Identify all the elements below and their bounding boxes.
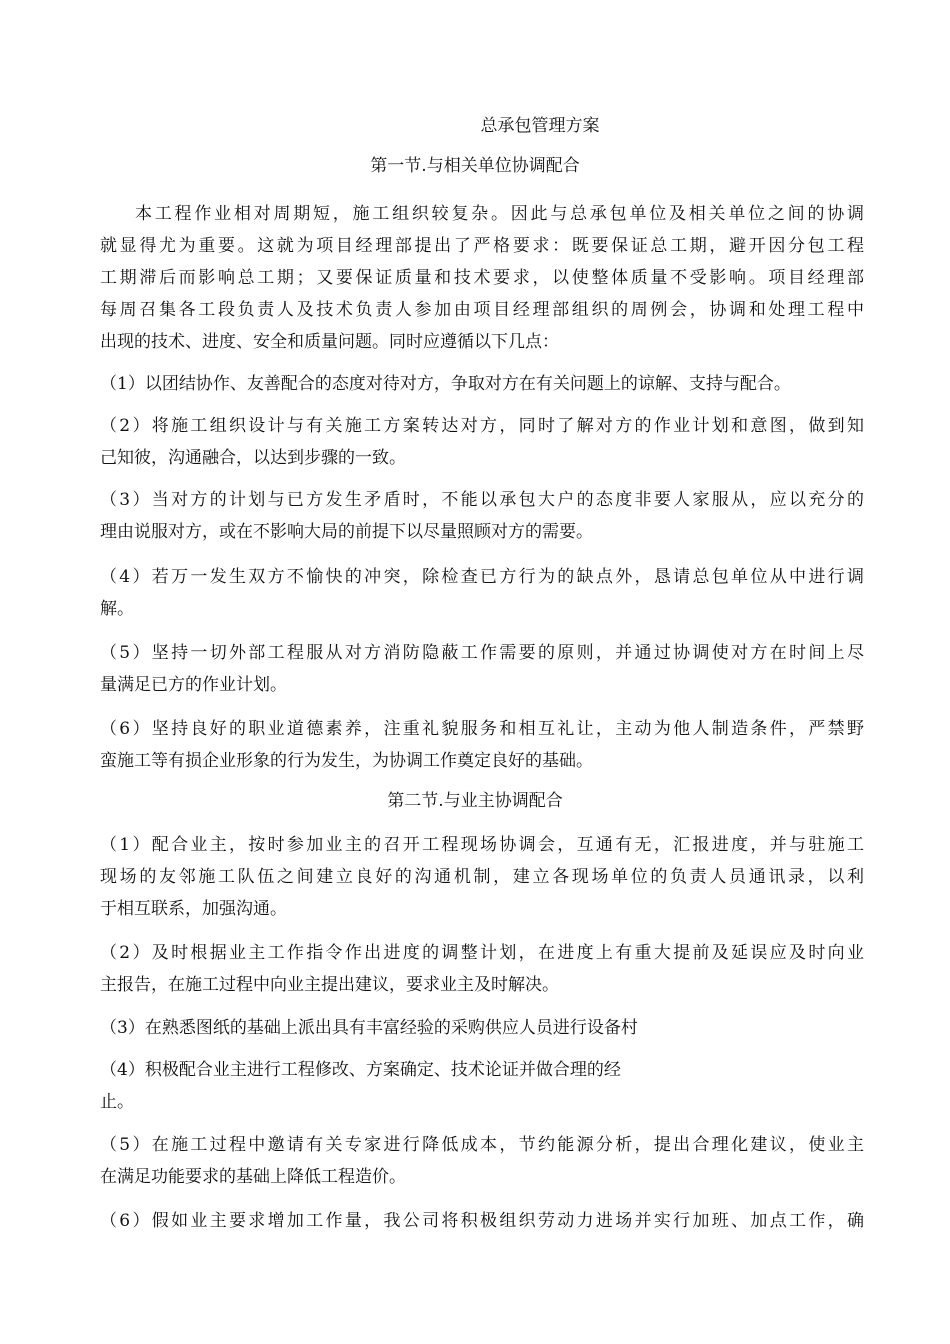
section1-item-6 <box>100 713 864 777</box>
item-line: 己知彼，沟通融合，以达到步骤的一致。 <box>100 448 406 468</box>
paragraph-line: 工期滞后而影响总工期；又要保证质量和技术要求，以使整体质量不受影响。项目经理部 <box>100 268 864 288</box>
paragraph-line: 出现的技术、进度、安全和质量问题。同时应遵循以下几点： <box>100 332 559 352</box>
item-line: （5）坚持一切外部工程服从对方消防隐蔽工作需要的原则，并通过协调使对方在时间上尽 <box>100 643 864 663</box>
paragraph-line: 本工程作业相对周期短，施工组织较复杂。因此与总承包单位及相关单位之间的协调 <box>135 204 864 224</box>
section2-item-1 <box>100 829 864 925</box>
section1-item-5 <box>100 637 864 701</box>
section1-item-2 <box>100 410 864 474</box>
section-heading-2: 第二节.与业主协调配合 <box>387 791 563 811</box>
section2-item-5 <box>100 1129 864 1193</box>
item-line: 理由说服对方，或在不影响大局的前提下以尽量照顾对方的需要。 <box>100 522 593 542</box>
item-line: 止。 <box>100 1092 134 1112</box>
item-line: 量满足已方的作业计划。 <box>100 675 287 695</box>
item-line: （1）配合业主，按时参加业主的召开工程现场协调会，互通有无，汇报进度，并与驻施工 <box>100 835 864 855</box>
item-line: 解。 <box>100 599 134 619</box>
section1-item-4 <box>100 561 864 625</box>
paragraph-line: 就显得尤为重要。这就为项目经理部提出了严格要求：既要保证总工期，避开因分包工程 <box>100 236 864 256</box>
section2-item-2 <box>100 937 864 1001</box>
section2-item-6 <box>100 1205 864 1237</box>
item-line: （5）在施工过程中邀请有关专家进行降低成本，节约能源分析，提出合理化建议，使业主 <box>100 1135 864 1155</box>
item-line: 主报告，在施工过程中向业主提出建议，要求业主及时解决。 <box>100 975 559 995</box>
item-line: （3）在熟悉图纸的基础上派出具有丰富经验的采购供应人员进行设备村 <box>100 1018 638 1038</box>
item-line: 蛮施工等有损企业形象的行为发生，为协调工作奠定良好的基础。 <box>100 751 593 771</box>
item-line: 于相互联系，加强沟通。 <box>100 899 287 919</box>
item-line: （6）假如业主要求增加工作量，我公司将积极组织劳动力进场并实行加班、加点工作，确 <box>100 1211 864 1231</box>
item-line: （4）积极配合业主进行工程修改、方案确定、技术论证并做合理的经 <box>100 1060 621 1080</box>
section2-item-4 <box>100 1054 864 1118</box>
item-line: （2）及时根据业主工作指令作出进度的调整计划，在进度上有重大提前及延误应及时向业 <box>100 943 864 963</box>
paragraph-line: 每周召集各工段负责人及技术负责人参加由项目经理部组织的周例会，协调和处理工程中 <box>100 300 864 320</box>
document-title: 总承包管理方案 <box>480 116 600 136</box>
section1-item-1 <box>100 368 864 400</box>
item-line: 现场的友邻施工队伍之间建立良好的沟通机制，建立各现场单位的负责人员通讯录，以利 <box>100 867 864 887</box>
item-line: 在满足功能要求的基础上降低工程造价。 <box>100 1167 406 1187</box>
item-line: （2）将施工组织设计与有关施工方案转达对方，同时了解对方的作业计划和意图，做到知 <box>100 416 864 436</box>
section1-intro-paragraph <box>100 198 864 358</box>
section-heading-1: 第一节.与相关单位协调配合 <box>370 156 580 176</box>
item-line: （3）当对方的计划与已方发生矛盾时，不能以承包大户的态度非要人家服从，应以充分的 <box>100 490 864 510</box>
item-line: （4）若万一发生双方不愉快的冲突，除检查已方行为的缺点外，恳请总包单位从中进行调 <box>100 567 864 587</box>
section2-item-3 <box>100 1012 864 1044</box>
item-line: （1）以团结协作、友善配合的态度对待对方，争取对方在有关问题上的谅解、支持与配合。 <box>100 374 791 394</box>
section1-item-3 <box>100 484 864 548</box>
item-line: （6）坚持良好的职业道德素养，注重礼貌服务和相互礼让，主动为他人制造条件，严禁野 <box>100 719 864 739</box>
